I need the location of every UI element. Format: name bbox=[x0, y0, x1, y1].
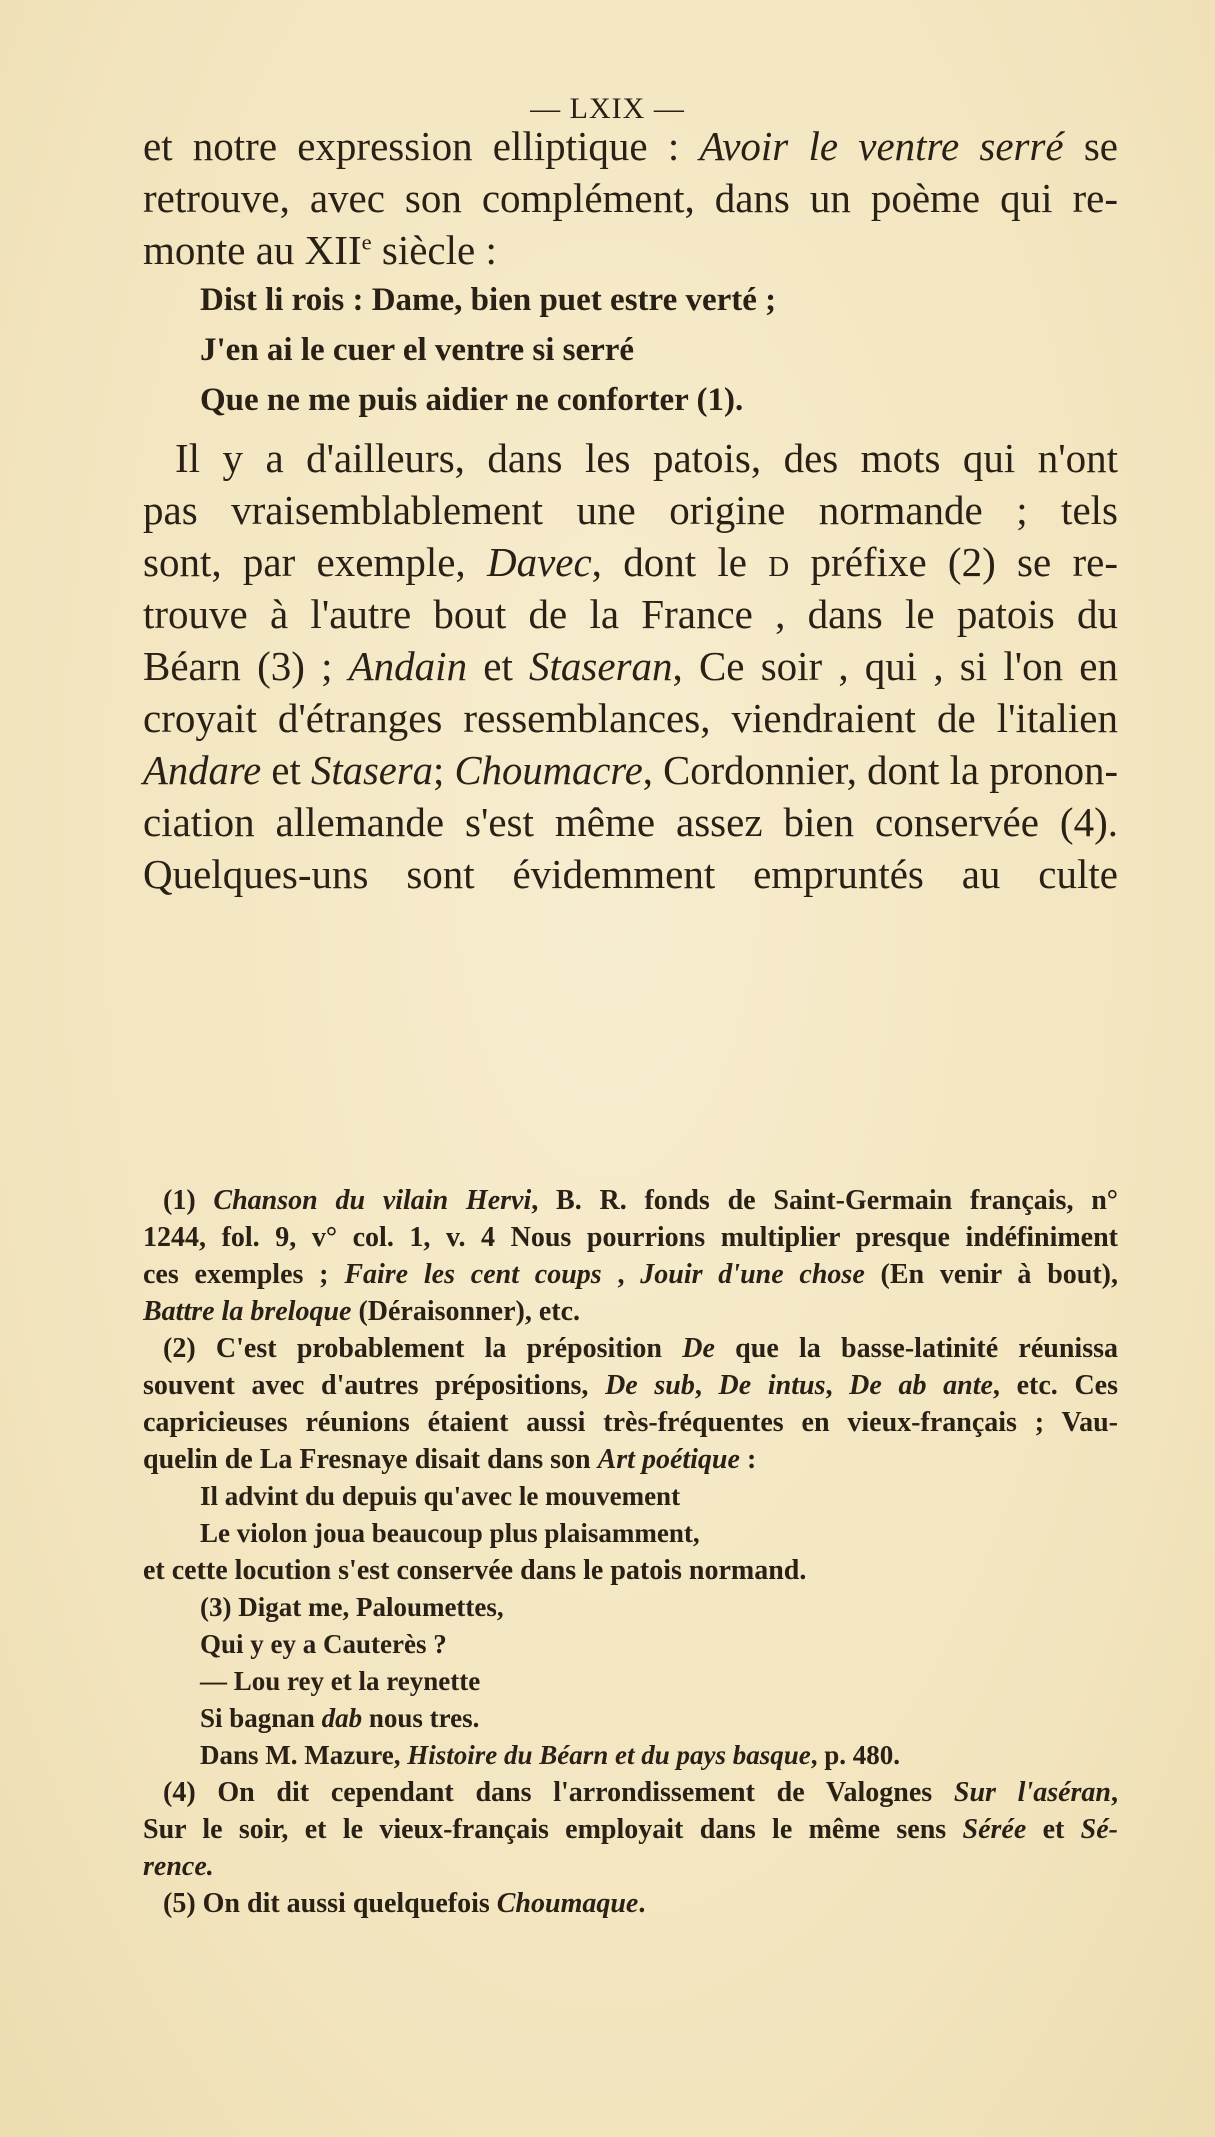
text-line bbox=[143, 694, 1118, 742]
text-segment: siècle : bbox=[371, 227, 497, 273]
text-line bbox=[143, 486, 1118, 534]
footnote-line bbox=[200, 1703, 479, 1734]
footnote-line bbox=[200, 1740, 900, 1771]
footnote-line bbox=[143, 1814, 1118, 1846]
text-segment: — Lou rey et la reynette bbox=[200, 1666, 481, 1696]
text-segment: Chanson du vilain Hervi bbox=[213, 1185, 532, 1216]
text-line bbox=[143, 434, 1118, 482]
text-segment: Davec bbox=[486, 539, 592, 585]
text-segment: Avoir le ventre serré bbox=[699, 123, 1064, 169]
text-segment: , B. R. fonds de Saint-Germain français, n° bbox=[531, 1185, 1118, 1216]
footnote-line bbox=[200, 1518, 700, 1549]
text-segment: De intus bbox=[718, 1370, 826, 1401]
text-segment: nous tres. bbox=[362, 1703, 480, 1733]
text-segment: Andain bbox=[348, 643, 468, 689]
text-segment: Battre la breloque bbox=[143, 1296, 352, 1327]
text-segment: rence. bbox=[143, 1851, 214, 1882]
text-segment: dab bbox=[321, 1703, 363, 1733]
footnote-line bbox=[143, 1851, 1118, 1883]
text-segment: et cette locution s'est conservée dans le patois normand. bbox=[143, 1555, 807, 1586]
text-segment: Choumacre bbox=[454, 747, 643, 793]
text-line bbox=[143, 174, 1118, 222]
text-segment: monte au XII bbox=[143, 227, 362, 273]
text-line bbox=[143, 122, 1118, 170]
text-segment: (3) Digat me, Paloumettes, bbox=[200, 1592, 504, 1622]
text-line bbox=[200, 382, 743, 419]
text-segment: Sur le soir, et le vieux-français employait dans le même sens bbox=[143, 1814, 963, 1845]
text-segment: que la basse-latinité réunissa bbox=[714, 1333, 1118, 1364]
text-segment: , dont le bbox=[591, 539, 769, 585]
text-segment: Faire les cent coups bbox=[344, 1259, 602, 1290]
text-segment: (4) On dit cependant dans l'arrondissement de Valognes bbox=[163, 1777, 954, 1808]
text-segment: , Ce soir , qui , si l'on en bbox=[672, 643, 1118, 689]
text-segment: Jouir d'une chose bbox=[640, 1259, 865, 1290]
text-segment: trouve à l'autre bout de la France , dans le patois du bbox=[143, 591, 1118, 637]
footnote-line bbox=[143, 1222, 1118, 1254]
footnote-line bbox=[143, 1370, 1118, 1402]
text-segment: Si bagnan bbox=[200, 1703, 322, 1733]
text-segment: Sérée bbox=[962, 1814, 1027, 1845]
text-segment: Art poétique bbox=[597, 1444, 740, 1475]
text-segment: ciation allemande s'est même assez bien conservée (4). bbox=[143, 799, 1118, 845]
text-segment: Choumaque bbox=[496, 1888, 639, 1919]
text-segment: et bbox=[261, 747, 312, 793]
text-segment: Sé- bbox=[1080, 1814, 1118, 1845]
text-segment: Le violon joua beaucoup plus plaisamment, bbox=[200, 1518, 700, 1548]
text-segment: e bbox=[361, 229, 372, 255]
text-line bbox=[143, 850, 1118, 898]
page-number-header: — LXIX — bbox=[530, 92, 685, 125]
text-segment: retrouve, avec son complément, dans un poème qui re- bbox=[143, 175, 1118, 221]
text-segment: , etc. Ces bbox=[992, 1370, 1118, 1401]
text-segment: Que ne me puis aidier ne conforter (1). bbox=[200, 382, 744, 418]
text-segment: quelin de La Fresnaye disait dans son bbox=[143, 1444, 598, 1475]
footnote-line bbox=[143, 1407, 1118, 1439]
text-segment: Dans M. Mazure, bbox=[200, 1740, 408, 1770]
footnote-line bbox=[143, 1444, 1118, 1476]
text-segment: Staseran bbox=[529, 643, 673, 689]
text-segment: Stasera bbox=[311, 747, 434, 793]
text-segment: ces exemples ; bbox=[143, 1259, 345, 1290]
text-segment: , bbox=[601, 1259, 641, 1290]
text-segment: pas vraisemblablement une origine normande ; tels bbox=[143, 487, 1118, 533]
footnote-line bbox=[200, 1629, 447, 1660]
footnote-line bbox=[143, 1888, 1118, 1920]
footnote-line bbox=[143, 1259, 1118, 1291]
text-segment: , bbox=[825, 1370, 850, 1401]
text-line bbox=[143, 538, 1118, 586]
footnote-line bbox=[200, 1666, 480, 1697]
text-line bbox=[143, 642, 1118, 690]
text-segment: 1244, fol. 9, v° col. 1, v. 4 Nous pourrions multiplier presque indéfiniment bbox=[143, 1222, 1118, 1253]
text-segment: . bbox=[638, 1888, 646, 1919]
text-segment: Béarn (3) ; bbox=[143, 643, 349, 689]
footnote-line bbox=[143, 1185, 1118, 1217]
text-segment: Il advint du depuis qu'avec le mouvement bbox=[200, 1481, 681, 1511]
text-segment: , p. 480. bbox=[810, 1740, 901, 1770]
text-segment: croyait d'étranges ressemblances, viendraient de l'italien bbox=[143, 695, 1118, 741]
text-segment: (1) bbox=[163, 1185, 214, 1216]
footnote-line bbox=[200, 1481, 680, 1512]
text-segment: Quelques-uns sont évidemment empruntés au culte bbox=[143, 851, 1118, 897]
text-line bbox=[143, 798, 1118, 846]
text-segment: et bbox=[467, 643, 530, 689]
text-segment: et notre expression elliptique : bbox=[143, 123, 700, 169]
text-segment: , bbox=[1111, 1777, 1118, 1808]
text-segment: d bbox=[768, 539, 790, 585]
text-segment: (5) On dit aussi quelquefois bbox=[163, 1888, 497, 1919]
text-segment: sont, par exemple, bbox=[143, 539, 487, 585]
text-segment: De bbox=[682, 1333, 715, 1364]
text-segment: Qui y ey a Cauterès ? bbox=[200, 1629, 447, 1659]
text-segment: Sur l'aséran bbox=[953, 1777, 1111, 1808]
text-segment: Dist li rois : Dame, bien puet estre verté ; bbox=[200, 282, 777, 318]
text-line bbox=[200, 282, 776, 319]
text-segment: Andare bbox=[143, 747, 262, 793]
footnote-line bbox=[143, 1333, 1118, 1365]
text-line bbox=[200, 332, 634, 369]
footnote-line bbox=[143, 1296, 1118, 1328]
text-segment: , Cordonnier, dont la pronon- bbox=[642, 747, 1118, 793]
text-segment: Il y a d'ailleurs, dans les patois, des mots qui n'ont bbox=[175, 435, 1118, 481]
text-segment: capricieuses réunions étaient aussi très-fréquentes en vieux-français ; Vau- bbox=[143, 1407, 1118, 1438]
footnote-line bbox=[143, 1555, 1118, 1587]
footnote-line bbox=[143, 1777, 1118, 1809]
text-segment: : bbox=[739, 1444, 757, 1475]
text-segment: De sub bbox=[605, 1370, 695, 1401]
text-segment: Histoire du Béarn et du pays basque bbox=[407, 1740, 811, 1770]
text-segment: J'en ai le cuer el ventre si serré bbox=[200, 332, 635, 368]
text-segment: De ab ante bbox=[849, 1370, 993, 1401]
text-segment: ; bbox=[433, 747, 455, 793]
text-line bbox=[143, 590, 1118, 638]
text-segment: , bbox=[694, 1370, 719, 1401]
text-segment: et bbox=[1026, 1814, 1081, 1845]
text-segment: se bbox=[1063, 123, 1118, 169]
footnote-line bbox=[200, 1592, 504, 1623]
text-segment: préfixe (2) se re- bbox=[789, 539, 1118, 585]
text-segment: (Déraisonner), etc. bbox=[351, 1296, 581, 1327]
text-segment: (En venir à bout), bbox=[864, 1259, 1118, 1290]
text-segment: souvent avec d'autres prépositions, bbox=[143, 1370, 606, 1401]
text-line bbox=[143, 746, 1118, 794]
text-line bbox=[143, 226, 1118, 274]
text-segment: (2) C'est probablement la préposition bbox=[163, 1333, 683, 1364]
